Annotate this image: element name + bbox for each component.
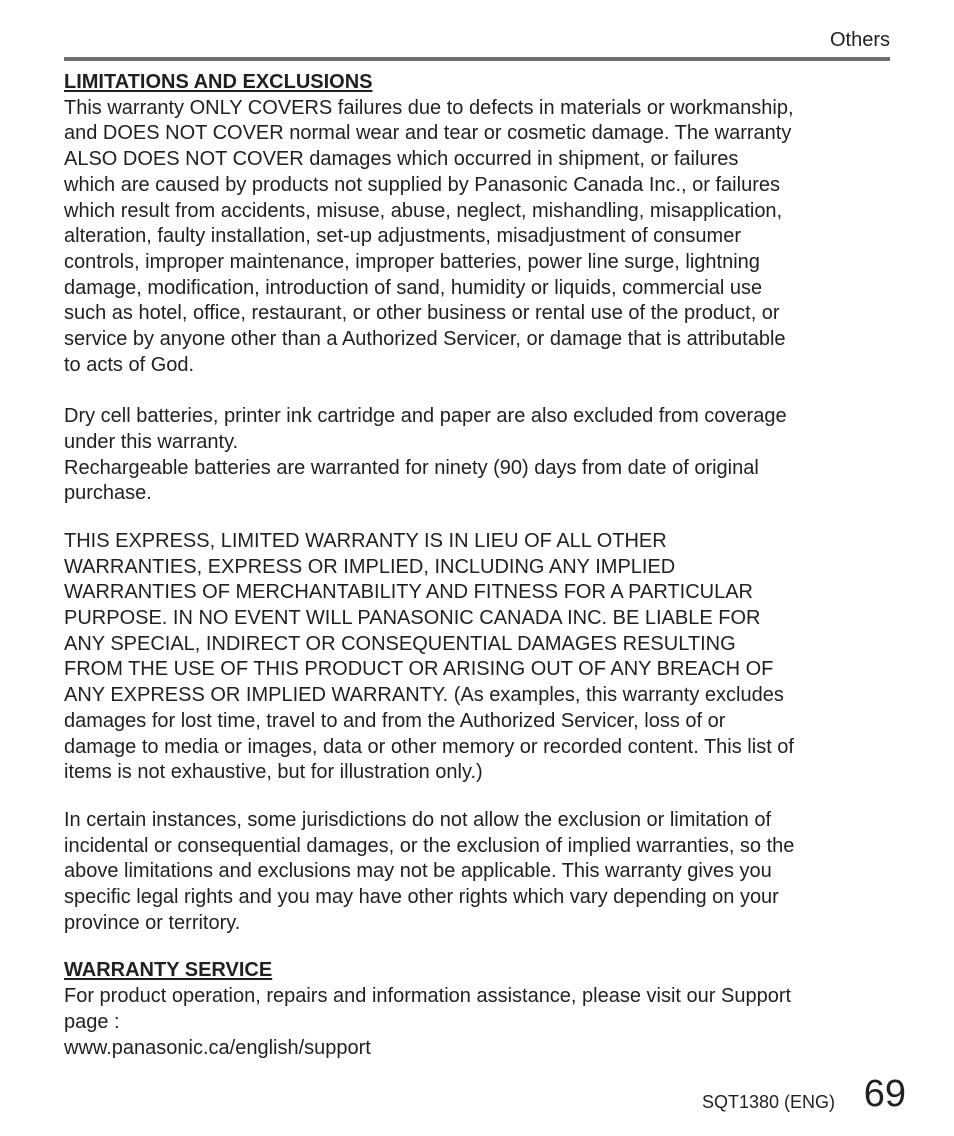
paragraph-spacer [64, 936, 894, 958]
section-label: Others [829, 29, 890, 51]
limitations-paragraph-3: THIS EXPRESS, LIMITED WARRANTY IS IN LIEU OF ALL OTHER WARRANTIES, EXPRESS OR IMPLIED, INCLUDING ANY IMPLIED WARRANTIES OF MERCHANTABILITY AND FITNESS FOR A PARTICULAR PURPOSE. IN NO EVENT WILL PANASONIC CANADA INC. BE LIABLE FOR ANY SPECIAL, INDIRECT OR CONSEQUENTIAL DAMAGES RESULTING FROM THE USE OF THIS PRODUCT OR ARISING OUT OF ANY BREACH OF ANY EXPRESS OR IMPLIED WARRANTY. (As examples, this warranty excludes damages for lost time, travel to and from the Authorized Servicer, loss of or damage to media or images, data or other memory or recorded content. This list of items is not exhaustive, but for illustration only.) [64, 529, 794, 784]
paragraph-spacer [64, 378, 894, 404]
warranty-service-heading: WARRANTY SERVICE [64, 959, 273, 982]
paragraph-spacer [64, 507, 894, 529]
limitations-heading: LIMITATIONS AND EXCLUSIONS [64, 71, 373, 93]
header-rule [64, 57, 890, 61]
limitations-paragraph-4: In certain instances, some jurisdictions do not allow the exclusion or limitation of incidental or consequential damages, or the exclusion of implied warranties, so the above limitations and exclusions may not be applicable. This warranty gives you specific legal rights and you may have other rights which vary depending on your province or territory. [64, 808, 795, 934]
support-url: www.panasonic.ca/english/support [64, 1036, 371, 1059]
limitations-paragraph-1: This warranty ONLY COVERS failures due to defects in materials or workmanship, and DOES NOT COVER normal wear and tear or cosmetic damage. The warranty ALSO DOES NOT COVER damages which occurred in shipment, or failures which are caused by products not supplied by Panasonic Canada Inc., or failures which result from accidents, misuse, abuse, neglect, mishandling, misapplication, alteration, faulty installation, set-up adjustments, misadjustment of consumer controls, improper maintenance, improper batteries, power line surge, lightning damage, modification, introduction of sand, humidity or liquids, commercial use such as hotel, office, restaurant, or other business or rental use of the product, or service by anyone other than a Authorized Servicer, or damage that is attributable to acts of God. [64, 96, 794, 376]
document-code: SQT1380 (ENG) [701, 1092, 835, 1112]
warranty-service-paragraph: For product operation, repairs and information assistance, please visit our Support page : [64, 985, 792, 1033]
limitations-paragraph-2: Dry cell batteries, printer ink cartridge and paper are also excluded from coverage under this warranty. Rechargeable batteries are warranted for ninety (90) days from date of original purchase. [64, 405, 787, 505]
page-content [64, 70, 894, 1061]
paragraph-spacer [64, 786, 894, 808]
page-number: 69 [863, 1073, 906, 1115]
